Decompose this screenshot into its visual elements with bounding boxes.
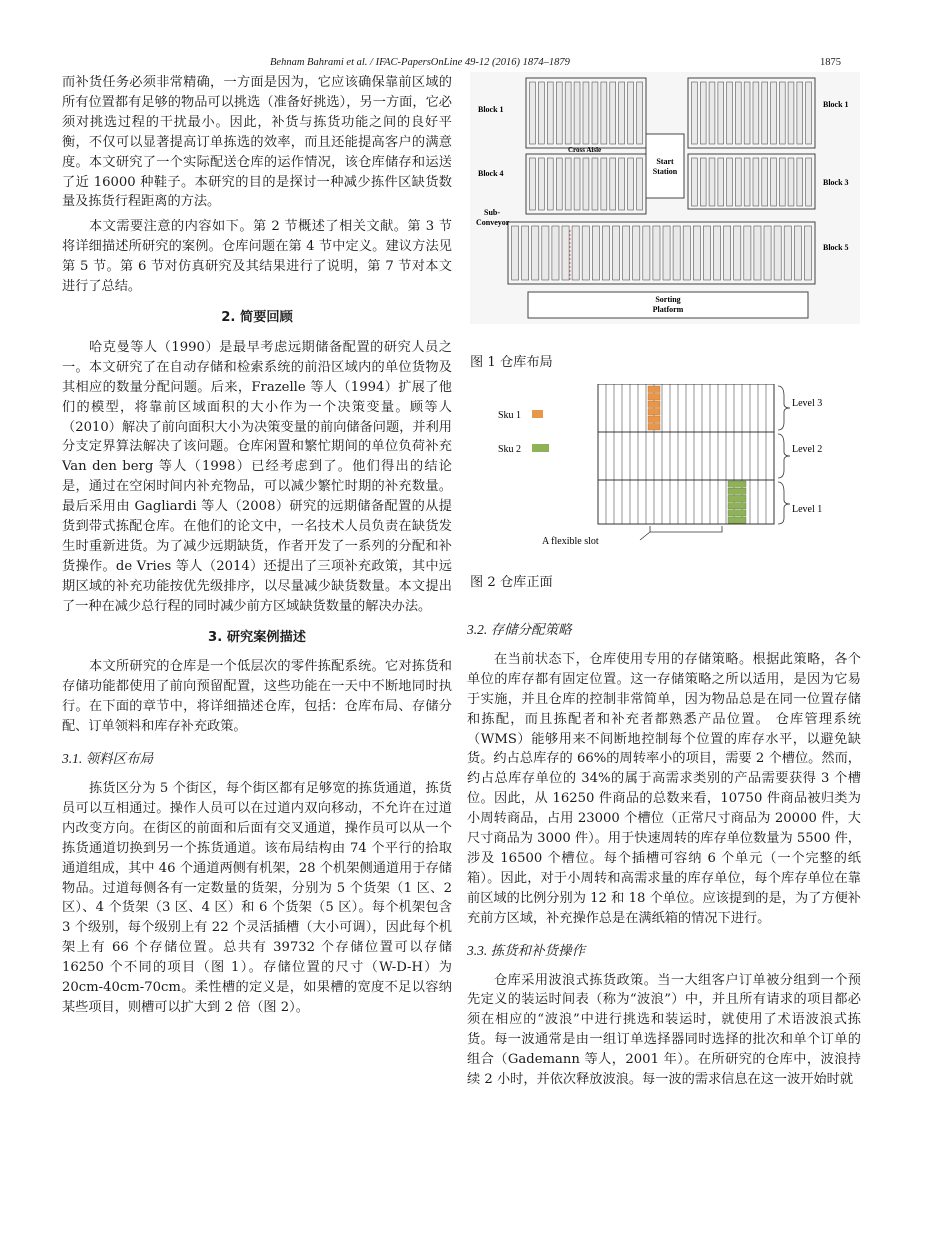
- rack-column: [774, 226, 781, 280]
- level-3-label: Level 3: [792, 398, 823, 409]
- sku-2-unit: [728, 488, 746, 494]
- level-1-label: Level 1: [792, 504, 823, 515]
- cross-aisle-label: Cross Aisle: [568, 146, 602, 154]
- block-4-label: Block 4: [478, 169, 504, 178]
- rack-column: [637, 82, 643, 144]
- sku-1-unit: [648, 416, 660, 423]
- rack-column: [784, 226, 791, 280]
- rack-column: [771, 82, 777, 144]
- sorting-platform-label: Sorting Platform: [652, 295, 684, 314]
- rack-column: [601, 82, 607, 144]
- rack-column: [643, 226, 650, 280]
- rack-column: [663, 226, 670, 280]
- block-1-right-label: Block 1: [823, 100, 849, 109]
- rack-column: [709, 82, 715, 144]
- rack-column: [714, 226, 721, 280]
- rack-column: [592, 82, 598, 144]
- flexible-slot-bracket: [650, 526, 722, 532]
- rack-column: [601, 158, 607, 210]
- rack-column: [583, 158, 589, 210]
- rack-column: [735, 158, 741, 206]
- sku-2-unit: [728, 510, 746, 516]
- rack-column: [788, 82, 794, 144]
- rack-column: [779, 158, 785, 206]
- rack-column: [628, 158, 634, 210]
- paragraph-7: 仓库采用波浪式拣货政策。当一大组客户订单被分组到一个预先定义的装运时间表（称为“波浪”）中，并且所有请求的项目都必须在相应的“波浪”中进行挑选和装运时，就使用了术语波浪式拣货。每一波通常是由一组订单选择器同时选择的批次和单个订单的组合（Gademann 等人，2001 年）。在所研究的仓库中，波浪持续 2 小时，并依次释放波浪。每一波的需求信息在这一波开始时就: [467, 972, 861, 1088]
- paragraph-6: 在当前状态下，仓库使用专用的存储策略。根据此策略，各个单位的库存都有固定位置。这一存储策略之所以适用，是因为它易于实施，并且仓库的控制非常简单，因为物品总是在同一位置存储和拣配，而且拣配者和补充者都熟悉产品位置。 仓库管理系统（WMS）能够用来不间断地控制每个位置的库存水平，以避免缺货。约占总库存的 66%的周转率小的项目，需要 2 个槽位。然而，约占总库存单位的 34%的属于高需求类别的产品需要获得 3 个槽位。因此，从 16250 件商品的总数来看，10750 件商品被归类为小周转商品，占用 23000 个槽位（正常尺寸商品为 20000 件，大尺寸商品为 3000 件）。用于快速周转的库存单位数量为 5500 件，涉及 16500 个槽位。每个插槽可容纳 6 个单元（一个完整的纸箱）。因此，对于小周转和高需求量的库存单位，每个库存单位在靠前区域的比例分别为 12 和 18 个单位。应该提到的是，为了方便补充前方区域，补充操作总是在满纸箱的情况下进行。: [467, 651, 861, 926]
- rack-column: [700, 158, 706, 206]
- rack-column: [718, 82, 724, 144]
- rack-column: [673, 226, 680, 280]
- figure-1-warehouse-layout: [470, 72, 860, 324]
- sku-1-unit: [648, 401, 660, 408]
- rack-column: [592, 226, 599, 280]
- rack-column: [794, 226, 801, 280]
- rack-column: [806, 158, 812, 206]
- sku-1-unit: [648, 386, 660, 393]
- paragraph-4: 本文所研究的仓库是一个低层次的零件拣配系统。它对拣货和存储功能都使用了前向预留配置，这些功能在一天中不断地同时执行。在下面的章节中，将详细描述仓库，包括：仓库布局、存储分配、订单领料和库存补充政策。: [62, 659, 452, 735]
- level-1-brace: [778, 482, 790, 524]
- rack-column: [547, 82, 553, 144]
- sku-1-unit: [648, 424, 660, 431]
- rack-column: [797, 158, 803, 206]
- rack-column: [727, 82, 733, 144]
- rack-column: [619, 158, 625, 210]
- rack-column: [592, 158, 598, 210]
- warehouse-front-diagram: [490, 384, 830, 554]
- rack-column: [602, 226, 609, 280]
- rack-column: [538, 82, 544, 144]
- rack-column: [562, 226, 569, 280]
- rack-column: [709, 158, 715, 206]
- rack-column: [788, 158, 794, 206]
- rack-column: [565, 82, 571, 144]
- rack-column: [565, 158, 571, 210]
- left-column: [62, 73, 452, 1018]
- rack-column: [574, 158, 580, 210]
- section-2-heading: 2. 简要回顾: [221, 309, 293, 325]
- page-header: [0, 57, 925, 73]
- rack-column: [703, 226, 710, 280]
- rack-column: [806, 82, 812, 144]
- level-3-brace: [778, 386, 790, 430]
- paragraph-5: 拣货区分为 5 个街区，每个街区都有足够宽的拣货通道，拣货员可以互相通过。操作人员可以在过道内双向移动，不允许在过道内改变方向。在街区的前面和后面有交叉通道，操作员可以从一个拣货通道切换到另一个拣货通道。该布局结构由 74 个平行的拾取通道组成，其中 46 个通道两侧有机架，28 个机架侧通道用于存储物品。过道每侧各有一定数量的货架，分别为 5 个货架（1 区、2 区）、4 个货架（3 区、4 区）和 6 个货架（5 区）。每个机架包含 3 个级别，每个级别上有 22 个灵活插槽（大小可调），因此每个机架上有 66 个存储位置。总共有 39732 个存储位置可以存储 16250 个不同的项目（图 1）。存储位置的尺寸（W-D-H）为 20cm-40cm-70cm。柔性槽的定义是，如果槽的宽度不足以容纳某些项目，则槽可以扩大到 2 倍（图 2）。: [62, 781, 452, 1015]
- rack-column: [574, 82, 580, 144]
- figure-1-caption: 图 1 仓库布局: [470, 355, 553, 370]
- rack-column: [522, 226, 529, 280]
- start-station-label: Start Station: [652, 157, 678, 176]
- rack-column: [556, 158, 562, 210]
- rack-column: [797, 82, 803, 144]
- rack-column: [744, 226, 751, 280]
- section-3-heading: 3. 研究案例描述: [208, 629, 306, 645]
- level-2-brace: [778, 434, 790, 478]
- sku-2-slots: [728, 481, 746, 523]
- warehouse-layout-diagram: [470, 72, 860, 324]
- block-5-label: Block 5: [823, 243, 849, 252]
- rack-column: [653, 226, 660, 280]
- sku-2-unit: [728, 495, 746, 501]
- right-column: [467, 620, 861, 1090]
- rack-column: [724, 226, 731, 280]
- rack-column: [692, 82, 698, 144]
- rack-column: [753, 82, 759, 144]
- rack-column: [552, 226, 559, 280]
- rack-column: [693, 226, 700, 280]
- sub-conveyor-label: Sub-Conveyor: [476, 208, 510, 227]
- rack-column: [771, 158, 777, 206]
- section-3-2-heading: 3.2. 存储分配策略: [467, 622, 572, 637]
- rack-column: [613, 226, 620, 280]
- figure-2-warehouse-front: [490, 384, 830, 554]
- rack-column: [582, 226, 589, 280]
- rack-column: [610, 158, 616, 210]
- rack-column: [637, 158, 643, 210]
- flexible-slot-pointer: [640, 532, 650, 540]
- rack-column: [628, 82, 634, 144]
- rack-column: [762, 158, 768, 206]
- sku-2-unit: [728, 517, 746, 523]
- sku-1-unit: [648, 394, 660, 401]
- paragraph-3: 哈克曼等人（1990）是最早考虑远期储备配置的研究人员之一。本文研究了在自动存储和检索系统的前沿区域内的单位货物及其相应的数量分配问题。后来，Frazelle 等人（1994）扩展了他们的模型，将靠前区域面积的大小作为一个决策变量。顾等人（2010）解决了前向面积大小为决策变量的前向储备问题，并利用分支定界算法解决了该问题。仓库闲置和繁忙期间的单位负荷补充 Van den berg 等人（1998）已经考虑到了。他们得出的结论是，通过在空闲时间内补充物品，可以减少繁忙时期的补充数量。最后采用由 Gagliardi 等人（2008）研究的远期储备配置的从提货到带式拣配仓库。在他们的论文中，一名技术人员负责在缺货发生时重新进货。为了减少远期缺货，作者开发了一系列的分配和补货操作。de Vries 等人（2014）还提出了三项补充政策，其中远期区域的补充功能按优先级排序，以尽量减少缺货数量。本文提出了一种在减少总行程的同时减少前方区域缺货数量的解决办法。: [62, 339, 452, 614]
- flexible-slot-label: A flexible slot: [542, 536, 599, 547]
- page-number: 1875: [820, 57, 841, 68]
- rack-column: [538, 158, 544, 210]
- sku-2-label: Sku 2: [498, 444, 522, 455]
- sku-1-swatch: [532, 410, 543, 418]
- rack-column: [744, 82, 750, 144]
- sku-2-unit: [728, 481, 746, 487]
- rack-column: [633, 226, 640, 280]
- sku-2-swatch: [532, 444, 549, 452]
- rack-column: [556, 82, 562, 144]
- rack-column: [530, 158, 536, 210]
- level-2-label: Level 2: [792, 444, 823, 455]
- section-3-1-heading: 3.1. 领料区布局: [62, 751, 154, 767]
- sku-1-label: Sku 1: [498, 410, 522, 421]
- rack-column: [610, 82, 616, 144]
- rack-column: [532, 226, 539, 280]
- block-3-label: Block 3: [823, 178, 849, 187]
- rack-column: [735, 82, 741, 144]
- rack-column: [512, 226, 519, 280]
- sku-1-unit: [648, 409, 660, 416]
- section-3-3-heading: 3.3. 拣货和补货操作: [467, 942, 586, 958]
- rack-column: [718, 158, 724, 206]
- rack-column: [779, 82, 785, 144]
- rack-column: [572, 226, 579, 280]
- paragraph-2: 本文需要注意的内容如下。第 2 节概述了相关文献。第 3 节将详细描述所研究的案例。仓库问题在第 4 节中定义。建议方法见第 5 节。第 6 节对仿真研究及其结果进行了说明，第 7 节对本文进行了总结。: [62, 219, 452, 295]
- rack-column: [734, 226, 741, 280]
- rack-column: [547, 158, 553, 210]
- rack-column: [583, 82, 589, 144]
- paragraph-1: 而补货任务必须非常精确，一方面是因为，它应该确保靠前区域的所有位置都有足够的物品可以挑选（准备好挑选），另一方面，它必须对挑选过程的干扰最小。因此，补货与拣货功能之间的良好平衡，不仅可以显著提高订单拣选的效率，而且还能提高客户的满意度。本文研究了一个实际配送仓库的运作情况，该仓库储存和运送了近 16000 种鞋子。本研究的目的是探讨一种减少拣件区缺货数量及拣货行程距离的方法。: [62, 75, 452, 210]
- rack-column: [623, 226, 630, 280]
- rack-column: [530, 82, 536, 144]
- block-1-left-label: Block 1: [478, 105, 504, 114]
- rack-column: [764, 226, 771, 280]
- rack-column: [754, 226, 761, 280]
- rack-column: [727, 158, 733, 206]
- sku-2-unit: [728, 503, 746, 509]
- rack-column: [753, 158, 759, 206]
- rack-column: [692, 158, 698, 206]
- rack-column: [762, 82, 768, 144]
- rack-column: [683, 226, 690, 280]
- rack-column: [744, 158, 750, 206]
- citation: Behnam Bahrami et al. / IFAC-PapersOnLine 49-12 (2016) 1874–1879: [270, 57, 570, 68]
- figure-2-caption: 图 2 仓库正面: [470, 575, 553, 590]
- rack-column: [700, 82, 706, 144]
- rack-column: [619, 82, 625, 144]
- rack-column: [542, 226, 549, 280]
- start-station-box: [646, 134, 684, 198]
- rack-column: [804, 226, 811, 280]
